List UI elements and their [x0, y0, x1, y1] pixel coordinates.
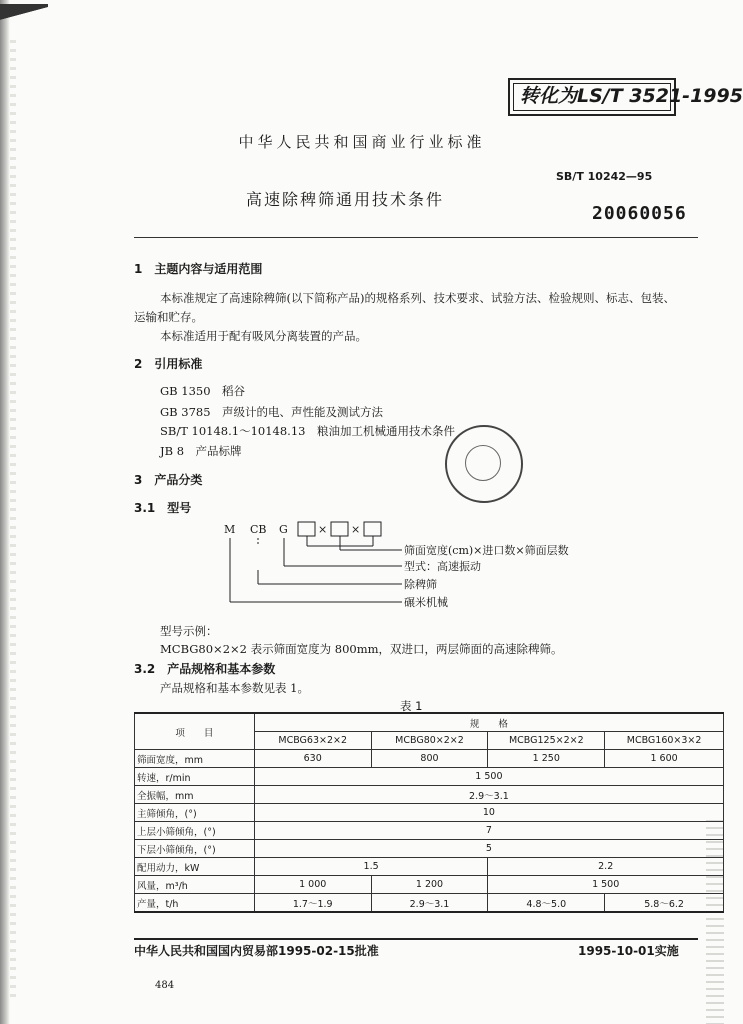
table-header-model: MCBG160×3×2: [605, 732, 724, 750]
table-header-model: MCBG63×2×2: [254, 732, 371, 750]
row-label: 主筛倾角，(°): [135, 804, 255, 822]
footer-rule: [134, 938, 698, 940]
cell-value: 800: [371, 750, 488, 768]
row-label: 下层小筛倾角，(°): [135, 840, 255, 858]
cell-value: 630: [254, 750, 371, 768]
reference-item: GB 1350 稻谷: [160, 384, 246, 398]
model-prefix-m: M: [224, 523, 236, 536]
table-row: [135, 822, 724, 840]
cell-value: 2.2: [488, 858, 724, 876]
section-3-2-text: 产品规格和基本参数见表 1。: [160, 681, 309, 695]
cell-value: 1 600: [605, 750, 724, 768]
table-caption: 表 1: [400, 699, 423, 713]
model-legend-machinery: 碾米机械: [404, 596, 448, 609]
model-times-1: ×: [318, 523, 328, 536]
reference-item: JB 8 产品标牌: [160, 444, 242, 458]
model-legend-type: 型式：高速振动: [404, 560, 481, 573]
section-3-heading: 3 产品分类: [134, 473, 203, 487]
model-prefix-cb: CB: [250, 523, 267, 536]
reference-item: SB/T 10148.1～10148.13 粮油加工机械通用技术条件: [160, 424, 455, 438]
model-box-inlets: [331, 522, 348, 536]
section-2-heading: 2 引用标准: [134, 357, 203, 371]
standard-code: SB/T 10242—95: [556, 170, 653, 183]
cell-value: 1 500: [254, 768, 723, 786]
section-1-paragraph-1-cont: 运输和贮存。: [134, 310, 203, 324]
model-box-width: [298, 522, 315, 536]
table-row: [135, 804, 724, 822]
document-title: 高速除稗筛通用技术条件: [246, 190, 445, 209]
table-header-model: MCBG80×2×2: [371, 732, 488, 750]
cell-value: 1.7～1.9: [254, 894, 371, 913]
table-row: [135, 858, 724, 876]
table-row: [135, 750, 724, 768]
table-header-item: 项 目: [135, 713, 255, 750]
table-row: [135, 840, 724, 858]
model-leader-lines: [230, 536, 402, 602]
reference-item: GB 3785 声级计的电、声性能及测试方法: [160, 405, 384, 419]
row-label: 产量，t/h: [135, 894, 255, 913]
table-row: [135, 894, 724, 913]
model-prefix-g: G: [279, 523, 288, 536]
table-row: [135, 786, 724, 804]
cell-value: 4.8～5.0: [488, 894, 605, 913]
cell-value: 2.9～3.1: [371, 894, 488, 913]
cell-value: 5.8～6.2: [605, 894, 724, 913]
table-row: [135, 768, 724, 786]
cell-value: 1 000: [254, 876, 371, 894]
table-header-spec: 规 格: [254, 713, 723, 732]
section-3-1-heading: 3.1 型号: [134, 501, 192, 515]
cell-value: 1.5: [254, 858, 488, 876]
table-row: [135, 876, 724, 894]
row-label: 配用动力，kW: [135, 858, 255, 876]
row-label: 上层小筛倾角，(°): [135, 822, 255, 840]
cell-value: 1 250: [488, 750, 605, 768]
section-1-paragraph-2: 本标准适用于配有吸风分离装置的产品。: [160, 329, 367, 343]
page-number: 484: [155, 980, 175, 991]
cell-value: 1 500: [488, 876, 724, 894]
section-1-heading: 1 主题内容与适用范围: [134, 262, 263, 276]
cell-value: 5: [254, 840, 723, 858]
section-1-paragraph-1: 本标准规定了高速除稗筛(以下简称产品)的规格系列、技术要求、试验方法、检验规则、标志、包装、: [160, 291, 675, 305]
model-example-label: 型号示例：: [160, 624, 218, 638]
model-times-2: ×: [351, 523, 361, 536]
model-legend-separator: 除稗筛: [404, 578, 437, 591]
cell-value: 2.9～3.1: [254, 786, 723, 804]
standard-organization: 中华人民共和国商业行业标准: [238, 133, 486, 151]
row-label: 全振幅，mm: [135, 786, 255, 804]
section-3-2-heading: 3.2 产品规格和基本参数: [134, 662, 276, 676]
row-label: 转速，r/min: [135, 768, 255, 786]
cell-value: 10: [254, 804, 723, 822]
row-label: 筛面宽度，mm: [135, 750, 255, 768]
parameter-table: [134, 712, 724, 913]
cell-value: 1 200: [371, 876, 488, 894]
implementation-date: 1995-10-01实施: [578, 944, 679, 958]
model-box-layers: [364, 522, 381, 536]
table-header-model: MCBG125×2×2: [488, 732, 605, 750]
model-legend-width-inlets-layers: 筛面宽度(cm)×进口数×筛面层数: [404, 544, 569, 557]
row-label: 风量，m³/h: [135, 876, 255, 894]
conversion-stamp-text: 转化为LS/T 3521-1995: [513, 83, 671, 111]
approval-line: 中华人民共和国国内贸易部1995-02-15批准: [134, 944, 379, 958]
archive-number: 20060056: [592, 203, 687, 224]
model-example-text: MCBG80×2×2 表示筛面宽度为 800mm，双进口，两层筛面的高速除稗筛。: [160, 642, 563, 656]
cell-value: 7: [254, 822, 723, 840]
